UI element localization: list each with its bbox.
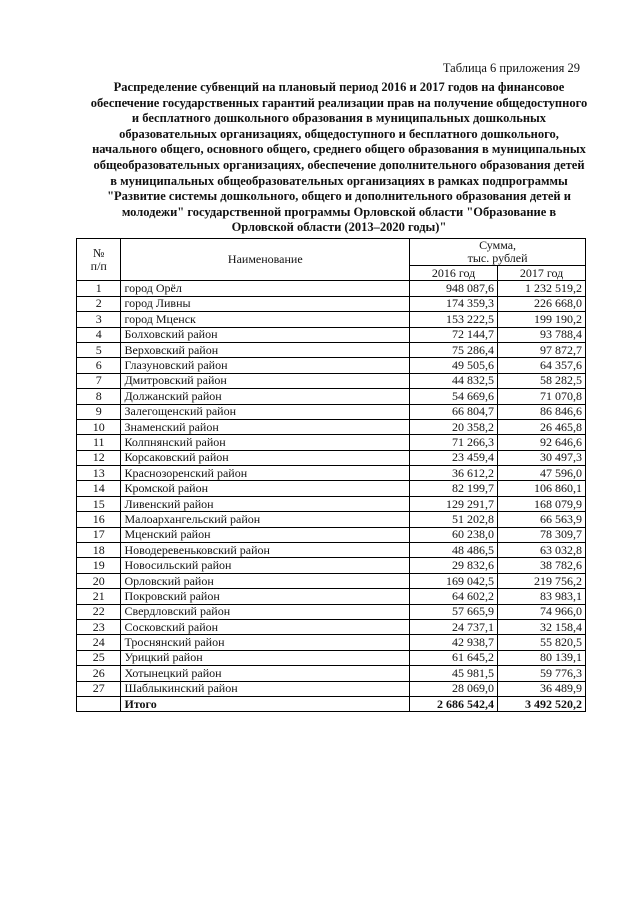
row-name: Хотынецкий район [121,666,410,681]
table-row [77,358,586,373]
row-value-2016: 29 832,6 [410,558,498,573]
row-number: 1 [77,281,121,296]
row-value-2016: 174 359,3 [410,296,498,311]
row-name: Сосковский район [121,619,410,634]
row-value-2017: 168 079,9 [498,496,586,511]
row-number: 24 [77,635,121,650]
row-value-2016: 66 804,7 [410,404,498,419]
row-value-2016: 948 087,6 [410,281,498,296]
row-value-2016: 72 144,7 [410,327,498,342]
row-name: Свердловский район [121,604,410,619]
title-line: Распределение субвенций на плановый период 2016 и 2017 годов на финансовое [113,80,565,94]
subsidy-distribution-table [76,238,586,712]
row-value-2017: 93 788,4 [498,327,586,342]
row-value-2017: 83 983,1 [498,589,586,604]
row-value-2017: 97 872,7 [498,342,586,357]
row-number: 19 [77,558,121,573]
row-value-2016: 28 069,0 [410,681,498,696]
row-value-2017: 226 668,0 [498,296,586,311]
row-number: 14 [77,481,121,496]
row-value-2016: 45 981,5 [410,666,498,681]
row-value-2017: 219 756,2 [498,573,586,588]
row-number: 7 [77,373,121,388]
row-name: Залегощенский район [121,404,410,419]
row-number: 16 [77,512,121,527]
row-name: Должанский район [121,389,410,404]
row-value-2016: 44 832,5 [410,373,498,388]
row-value-2017: 64 357,6 [498,358,586,373]
table-row [77,481,586,496]
row-number: 4 [77,327,121,342]
table-row [77,404,586,419]
row-value-2016: 42 938,7 [410,635,498,650]
row-value-2016: 71 266,3 [410,435,498,450]
row-value-2017: 47 596,0 [498,466,586,481]
row-value-2017: 66 563,9 [498,512,586,527]
title-line: начального общего, основного общего, среднего общего образования в муниципальных [92,142,586,157]
row-number: 13 [77,466,121,481]
table-row [77,604,586,619]
row-value-2017: 106 860,1 [498,481,586,496]
row-name: Мценский район [121,527,410,542]
row-value-2016: 61 645,2 [410,650,498,665]
row-name: Краснозоренский район [121,466,410,481]
title-line: и бесплатного дошкольного образования в муниципальных дошкольных [131,111,547,126]
row-number: 15 [77,496,121,511]
row-value-2016: 75 286,4 [410,342,498,357]
row-value-2017: 199 190,2 [498,312,586,327]
table-row [77,327,586,342]
row-name: Шаблыкинский район [121,681,410,696]
total-value-2017: 3 492 520,2 [498,696,586,711]
row-value-2016: 20 358,2 [410,419,498,434]
row-value-2016: 36 612,2 [410,466,498,481]
row-number: 3 [77,312,121,327]
row-name: Покровский район [121,589,410,604]
table-row [77,573,586,588]
title-line: в муниципальных общеобразовательных организациях в рамках подпрограммы [110,173,568,188]
row-value-2017: 55 820,5 [498,635,586,650]
row-value-2016: 169 042,5 [410,573,498,588]
row-value-2016: 82 199,7 [410,481,498,496]
table-row [77,543,586,558]
row-number: 5 [77,342,121,357]
row-value-2016: 24 737,1 [410,619,498,634]
row-name: Болховский район [121,327,410,342]
table-row [77,435,586,450]
row-value-2016: 129 291,7 [410,496,498,511]
row-number: 25 [77,650,121,665]
row-name: Знаменский район [121,419,410,434]
row-number: 26 [77,666,121,681]
table-row [77,296,586,311]
header-year-2017: 2017 год [498,266,586,281]
row-name: город Орёл [121,281,410,296]
row-name: Новосильский район [121,558,410,573]
row-value-2017: 30 497,3 [498,450,586,465]
header-number: № п/п [77,239,121,281]
row-value-2017: 86 846,6 [498,404,586,419]
table-row [77,681,586,696]
table-row [77,373,586,388]
row-value-2016: 23 459,4 [410,450,498,465]
title-line: обеспечение государственных гарантий реализации прав на получение общедоступного [90,95,588,110]
row-number: 8 [77,389,121,404]
table-row [77,558,586,573]
total-label: Итого [121,696,410,711]
total-row [77,696,586,711]
title-line: образовательных организациях, общедоступного и бесплатного дошкольного, [119,126,559,141]
header-year-2016: 2016 год [410,266,498,281]
table-row [77,619,586,634]
row-value-2017: 78 309,7 [498,527,586,542]
row-number: 17 [77,527,121,542]
table-row [77,666,586,681]
row-value-2017: 92 646,6 [498,435,586,450]
row-value-2017: 58 282,5 [498,373,586,388]
table-row [77,635,586,650]
row-value-2017: 59 776,3 [498,666,586,681]
row-name: Корсаковский район [121,450,410,465]
row-number: 22 [77,604,121,619]
row-name: город Мценск [121,312,410,327]
total-number-empty [77,696,121,711]
row-name: город Ливны [121,296,410,311]
row-value-2017: 63 032,8 [498,543,586,558]
title-line: молодежи" государственной программы Орловской области "Образование в [121,204,557,219]
row-number: 21 [77,589,121,604]
row-value-2017: 38 782,6 [498,558,586,573]
table-row [77,389,586,404]
table-row [77,466,586,481]
row-name: Малоархангельский район [121,512,410,527]
table-caption: Таблица 6 приложения 29 [442,61,580,75]
document-title [84,80,594,236]
row-number: 2 [77,296,121,311]
row-name: Новодеревеньковский район [121,543,410,558]
row-value-2016: 57 665,9 [410,604,498,619]
row-name: Ливенский район [121,496,410,511]
title-line: общеобразовательных организациях, обеспечение дополнительного образования детей [93,157,585,172]
row-number: 10 [77,419,121,434]
table-row [77,496,586,511]
table-row [77,419,586,434]
row-number: 18 [77,543,121,558]
row-value-2017: 80 139,1 [498,650,586,665]
header-name: Наименование [121,239,410,281]
row-value-2016: 60 238,0 [410,527,498,542]
table-row [77,589,586,604]
row-number: 20 [77,573,121,588]
row-name: Орловский район [121,573,410,588]
header-sum: Сумма, тыс. рублей [410,239,586,266]
title-line: "Развитие системы дошкольного, общего и дополнительного образования детей и [107,189,571,204]
row-name: Дмитровский район [121,373,410,388]
row-value-2016: 48 486,5 [410,543,498,558]
table-row [77,342,586,357]
row-value-2016: 64 602,2 [410,589,498,604]
row-value-2016: 51 202,8 [410,512,498,527]
table-row [77,312,586,327]
total-value-2016: 2 686 542,4 [410,696,498,711]
row-value-2017: 74 966,0 [498,604,586,619]
table-row [77,527,586,542]
row-number: 6 [77,358,121,373]
row-number: 9 [77,404,121,419]
row-name: Верховский район [121,342,410,357]
row-number: 23 [77,619,121,634]
table-row [77,650,586,665]
table-body [77,281,586,712]
table-row [77,512,586,527]
row-number: 27 [77,681,121,696]
row-value-2016: 54 669,6 [410,389,498,404]
row-value-2017: 32 158,4 [498,619,586,634]
row-value-2017: 71 070,8 [498,389,586,404]
table-row [77,281,586,296]
row-name: Кромской район [121,481,410,496]
row-value-2016: 153 222,5 [410,312,498,327]
row-number: 11 [77,435,121,450]
row-value-2017: 26 465,8 [498,419,586,434]
table-row [77,450,586,465]
title-line: Орловской области (2013–2020 годы)" [231,220,447,235]
row-name: Троснянский район [121,635,410,650]
row-value-2017: 1 232 519,2 [498,281,586,296]
row-number: 12 [77,450,121,465]
row-name: Глазуновский район [121,358,410,373]
row-name: Колпнянский район [121,435,410,450]
row-name: Урицкий район [121,650,410,665]
row-value-2017: 36 489,9 [498,681,586,696]
row-value-2016: 49 505,6 [410,358,498,373]
